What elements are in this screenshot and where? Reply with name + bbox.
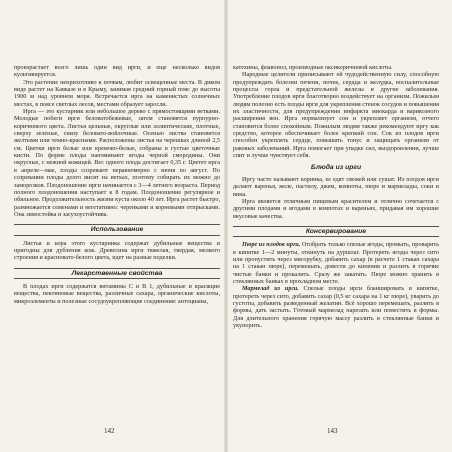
paragraph: Ирга является отличным пищевым красителем и отлично сочетается с другими плодами и ягодами в компотах и вареньях, придавая им хорошие вкусовые качества.: [233, 197, 439, 220]
page-number-right: 143: [327, 427, 338, 435]
paragraph: Это растение неприхотливо к почвам, любит освещенные места. В диком виде растет на Кавказе и в Крыму, занимая средний горный пояс до высоты 1900 м над уровнем моря. Встречается ирга на каменистых солнечных местах, в поясе светлых лесов, местами образует заросли.: [14, 78, 220, 108]
recipe-title: Пюре из плодов ирги.: [242, 241, 301, 249]
right-page: [233, 64, 439, 329]
paragraph: Ирга — это кустарник или небольшое дерево с прямостоящими ветками. Молодые побеги ирги беловатобежевые, затем становятся пурпурно-коричневого цвета. Листья цельные, округлые или эллиптические, плотные, сверху зеленые, снизу беловато-войлочные. Осенью листва становится желтыми или темно-красными. Расположены листья на черешках длиной 2,5 см. Цветки ирги белые или кремово-белые, собраны в густые цветочные кисти. По форме плоды напоминают ягоды черной смородины. Они округлые, с нежной кожицей. Вес одного плода достигает 0,35 г. Цветет ирга в апреле—мае, плоды созревают неравномерно с июня по август. По созревании плоды долго висят на ветках, поэтому собирать их можно до заморозков. Плодоношение ирги начинается с 3—4 летнего возраста. Период полного плодоношения наступает к 8 годам. Плодоношение регулярное и обильное. Продолжительность жизни куста около 40 лет. Ирга растет быстро, размножается семенами и вегетативно: черенками и корневыми отпрысками. Она зимостойка и засухоустойчива.: [14, 108, 220, 218]
section-heading: Использование: [14, 224, 220, 235]
paragraph: Листья и кора этого кустарника содержат дубильные вещества и пригодны для дубления кож. Древесина ирги тяжелая, твердая, мелкого строения и красновато-белого цвета, идет на разные поделки.: [14, 239, 220, 262]
recipe-title: Мармелад из ирги.: [242, 285, 299, 293]
left-page: [14, 64, 220, 305]
recipe-paragraph: [233, 285, 439, 329]
paragraph: Народные целители приписывают ей чудодейственную силу, способную предупреждать болезни печени, почек, сердца и желудка, воспалительные процессы горла и предстательной железы и другие заболевания. Употребление плодов ирги благотворно воздействует на организм. Пожилым людям полезно есть плоды ирги для укрепления стенок сосудов и повышения их эластичности, для предупреждения инфаркта миокарда и варикозного расширения вен. Ирга нормализует сон и укрепляет организм, отчего становится более спокойным. Пожилым людям также рекомендуют иргу как средство, которое обеспечивает более крепкий сон. Сок из плодов ирги способен укреплять сердце, повышать тонус и защищать организм от раковых заболеваний. Ирга помогает при упадке сил, выздоровлении, лучше спит и лучше чувствует себя.: [233, 71, 439, 160]
paragraph: катехины, флавонол, производные оксикоричневой кислоты.: [233, 64, 393, 71]
section-heading: Лекарственные свойства: [14, 268, 220, 279]
paragraph: В плодах ирги содержатся витамины С и В 1, дубильные и красящие вещества, пектиновые вещества, различные сахара, органические кислоты, микроэлементы и полезные сосудоукрепляющие соединения: антоцианы,: [14, 282, 220, 305]
section-heading: Блюда из ирги: [310, 164, 362, 172]
recipe-paragraph: [233, 241, 439, 285]
page-number-left: 142: [104, 427, 115, 435]
book-gutter: [224, 0, 228, 452]
paragraph: Иргу часто называют коринка, ее едят свежей или сушат. Из плодов ирги делают варенья, желе, пастилу, джем, компоты, пюре и мармелады, соки и вина.: [233, 175, 439, 198]
recipe-body: Отобрать только спелые ягоды, промыть, проварить в кипятке 1—2 минуты, откинуть на дуршлаг. Протереть ягоды через сито или пропустить через мясорубку, добавить сахар (в расчете 1 стакан сахара на 1 стакан пюре), перемешать, довести до кипения и разлить в горячие чистые банки и прокалить. Сразу же закатать. Пюре можно хранить в стеклянных банках в прохладном месте.: [233, 241, 440, 285]
paragraph: произрастает всего лишь один вид ирги, и еще несколько видов культивируется.: [14, 64, 220, 79]
section-heading: Консервирование: [233, 226, 439, 237]
recipe-body: Спелые плоды ирги бланшировать в кипятке, протереть через сито, добавить сахар (0,5 кг сахара на 1 кг пюре), уварить до густоты, добавить разведенный желатин. Всё хорошо перемешать, разлить в формы, дать застыть. Готовый мармелад нарезать или поместить в формы. Для длительного хранения горячую массу разлить в стеклянные банки и укупорить.: [233, 285, 440, 329]
